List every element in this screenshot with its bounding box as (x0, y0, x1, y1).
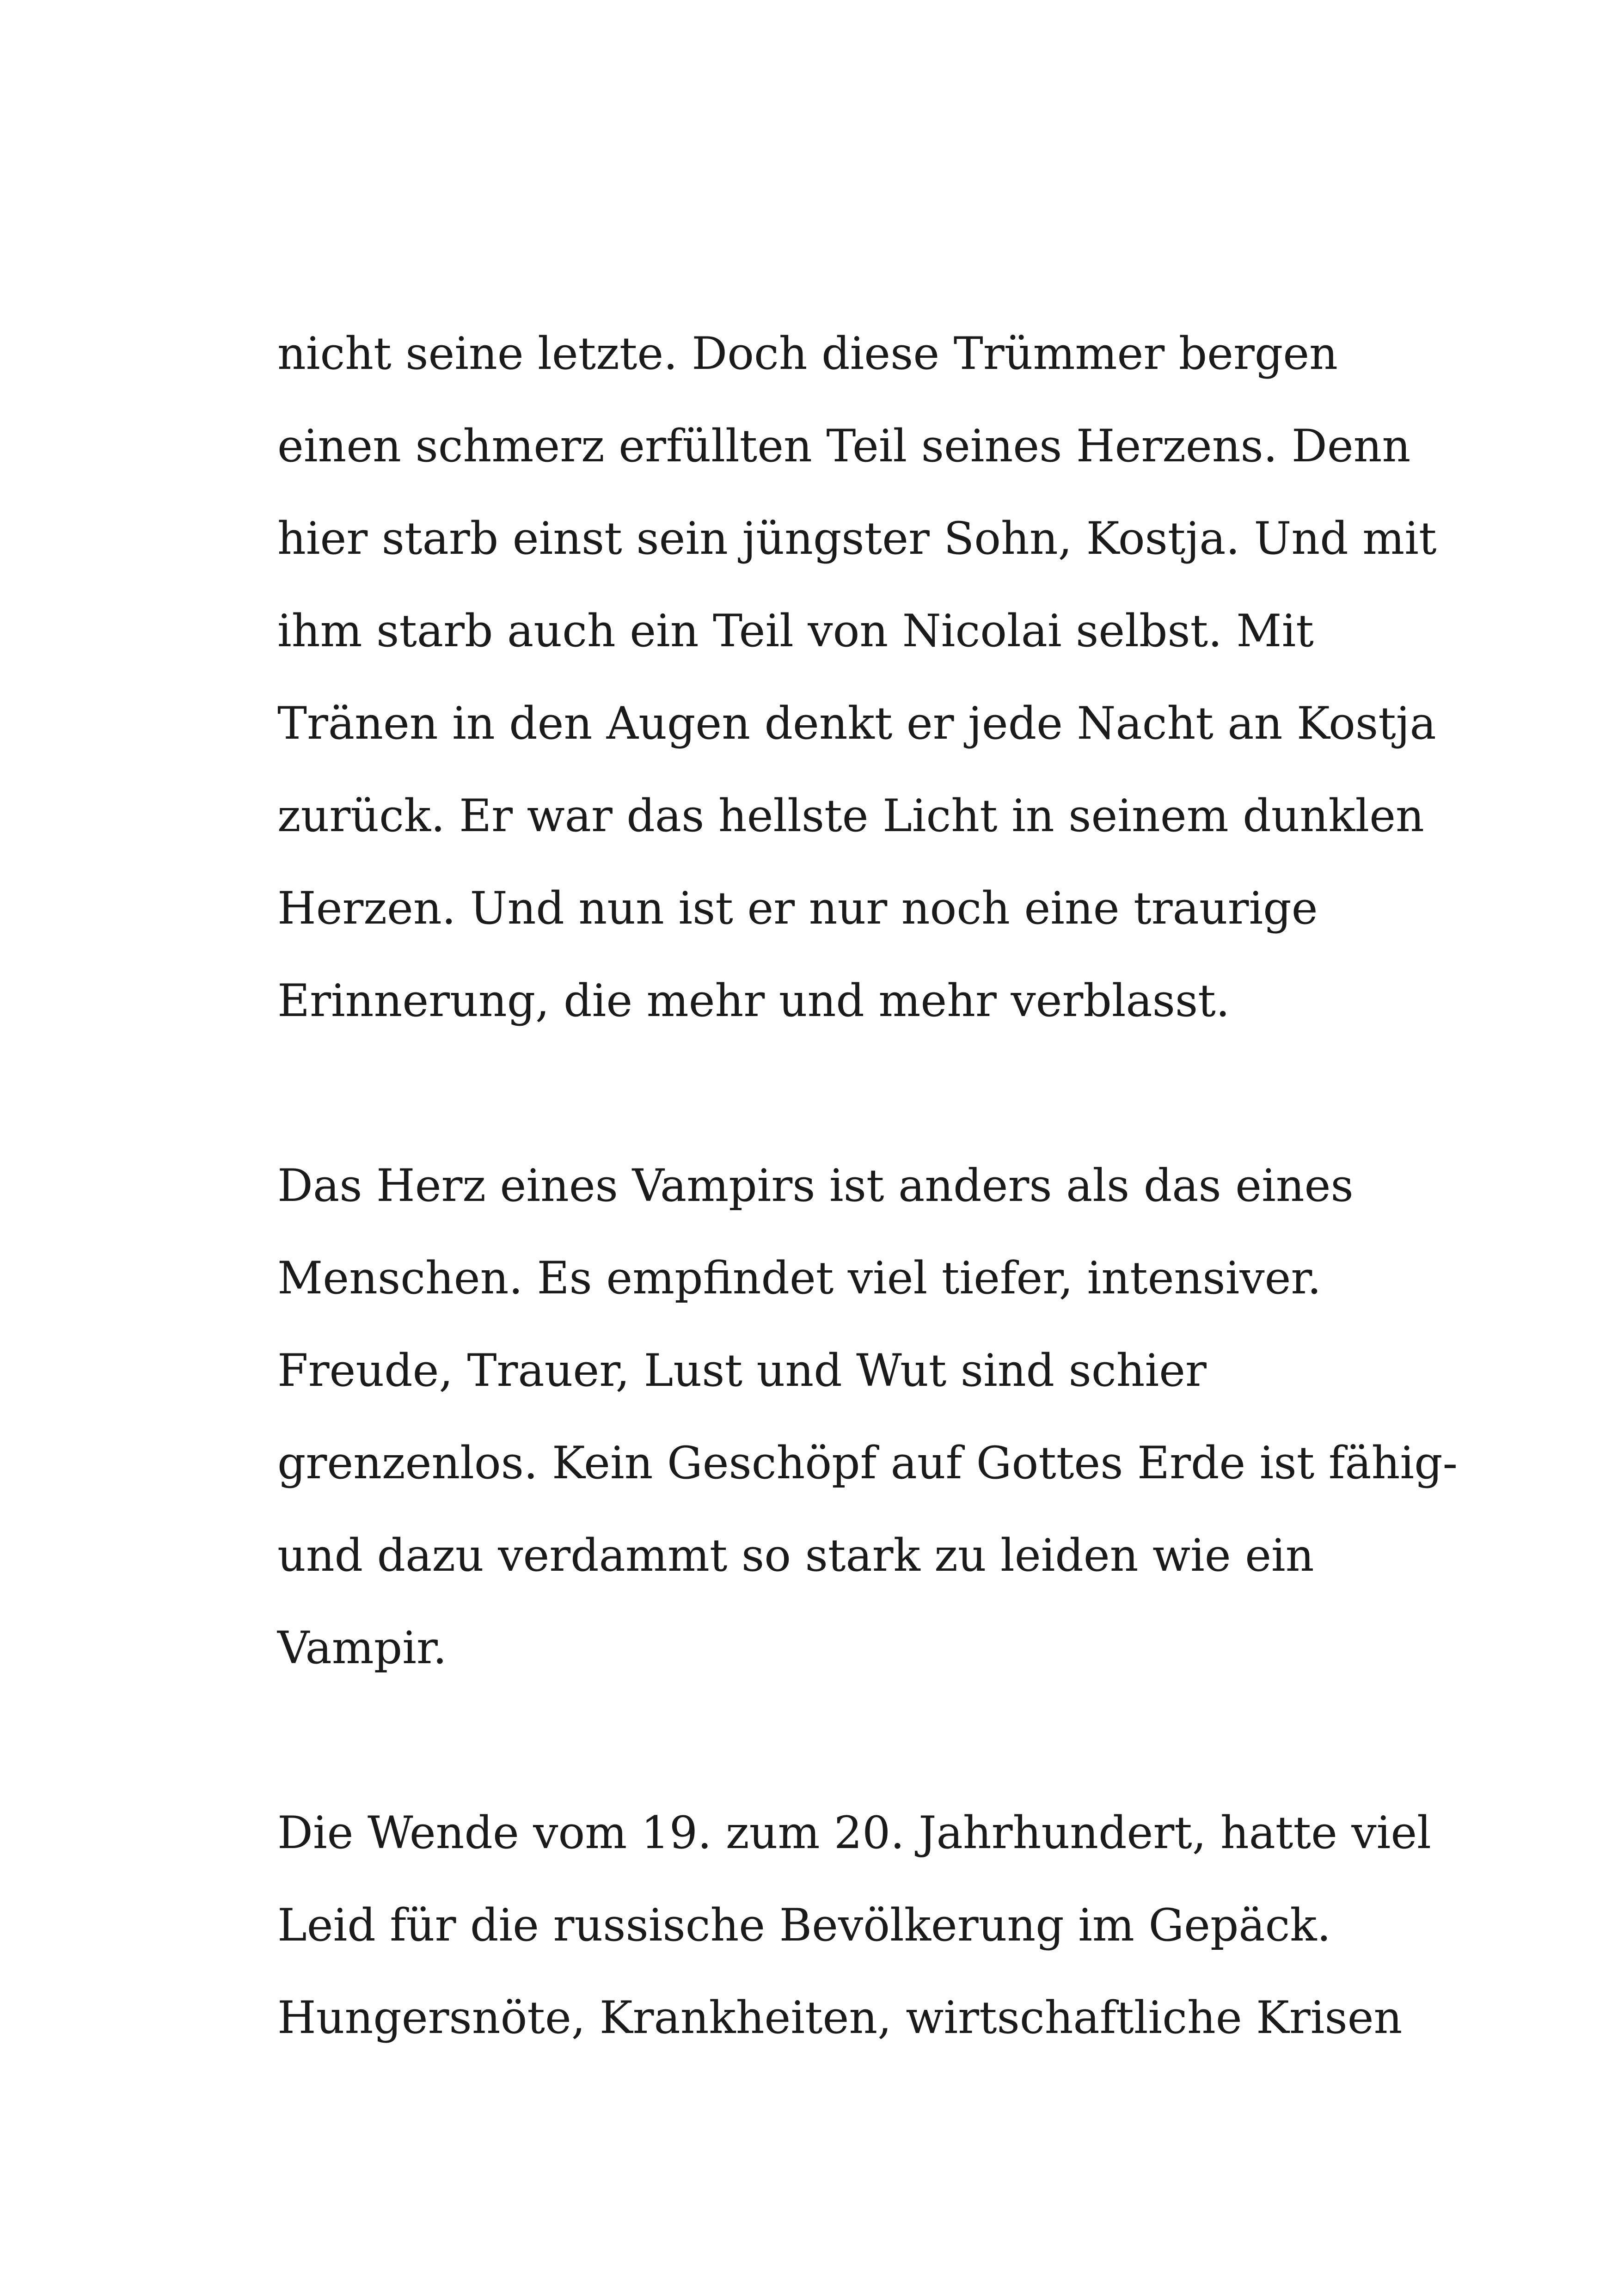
text-line: grenzenlos. Kein Geschöpf auf Gottes Erde ist fähig- (277, 1437, 1458, 1489)
text-line: Erinnerung, die mehr und mehr verblasst. (277, 975, 1230, 1027)
text-line: Freude, Trauer, Lust und Wut sind schier (277, 1345, 1207, 1396)
text-line: Tränen in den Augen denkt er jede Nacht an Kostja (277, 698, 1436, 749)
text-line: nicht seine letzte. Doch diese Trümmer bergen (277, 328, 1338, 380)
paragraph-spacer (277, 1694, 1387, 1787)
text-line: Das Herz eines Vampirs ist anders als das eines (277, 1160, 1354, 1212)
body-text (277, 307, 1458, 2064)
text-line: und dazu verdammt so stark zu leiden wie ein (277, 1530, 1314, 1581)
text-line: ihm starb auch ein Teil von Nicolai selbst. Mit (277, 605, 1314, 657)
paragraph-spacer (277, 1047, 1387, 1139)
paragraph-2 (277, 1139, 1458, 1694)
text-line: Menschen. Es empfindet viel tiefer, intensiver. (277, 1252, 1322, 1304)
text-line: Hungersnöte, Krankheiten, wirtschaftliche Krisen (277, 1992, 1403, 2044)
text-line: hier starb einst sein jüngster Sohn, Kostja. Und mit (277, 513, 1437, 564)
text-line: Vampir. (277, 1622, 447, 1674)
text-line: Leid für die russische Bevölkerung im Gepäck. (277, 1899, 1331, 1951)
text-line: zurück. Er war das hellste Licht in seinem dunklen (277, 790, 1424, 842)
paragraph-3 (277, 1787, 1431, 2064)
text-line: Die Wende vom 19. zum 20. Jahrhundert, hatte viel (277, 1807, 1431, 1859)
text-line: einen schmerz erfüllten Teil seines Herzens. Denn (277, 420, 1411, 472)
text-line: Herzen. Und nun ist er nur noch eine traurige (277, 882, 1318, 934)
paragraph-1 (277, 307, 1437, 1047)
